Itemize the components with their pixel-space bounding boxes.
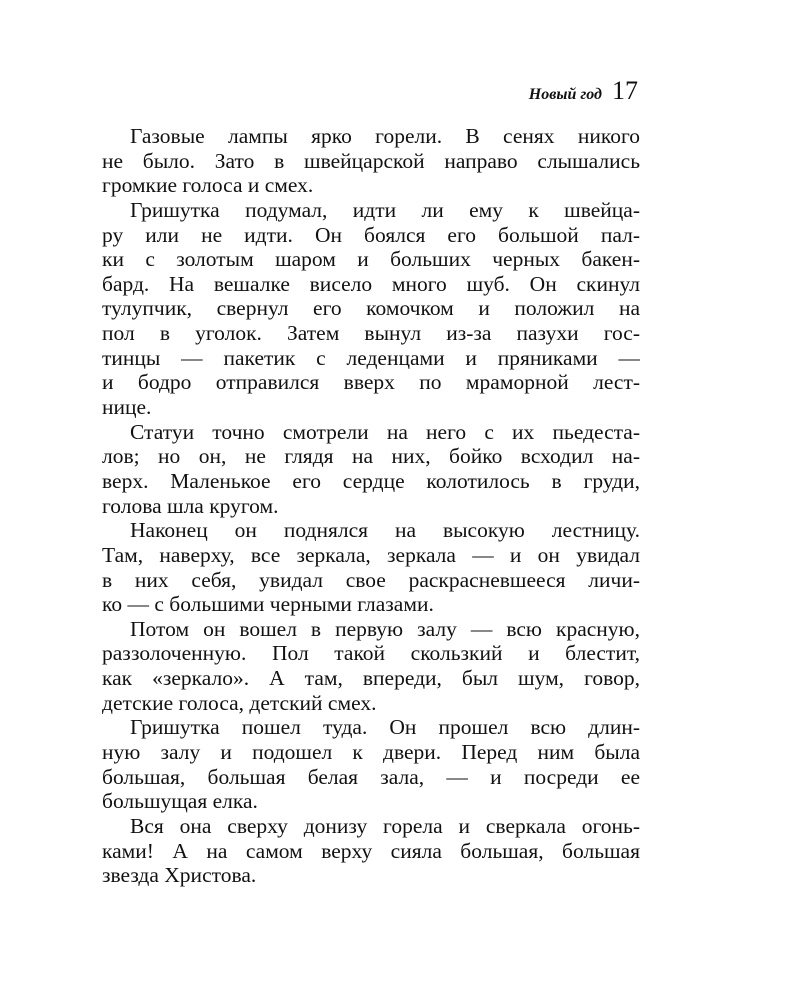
- text-line: бард. На вешалке висело много шуб. Он скинул: [102, 271, 640, 296]
- text-line: Потом он вошел в первую залу — всю красную,: [130, 616, 640, 641]
- text-line: Гришутка пошел туда. Он прошел всю длин-: [130, 715, 640, 740]
- text-line: ками! А на самом верху сияла большая, большая: [102, 838, 640, 863]
- text-line: Наконец он поднялся на высокую лестницу.: [130, 518, 640, 543]
- text-line: верх. Маленькое его сердце колотилось в груди,: [102, 468, 640, 493]
- text-line: Газовые лампы ярко горели. В сенях никого: [130, 124, 640, 148]
- running-title: Новый год: [528, 86, 602, 103]
- text-line: и бодро отправился вверх по мраморной лест-: [102, 370, 640, 395]
- text-line: Гришутка подумал, идти ли ему к швейца-: [130, 197, 640, 222]
- text-line: Статуи точно смотрели на него с их пьедеста-: [130, 419, 640, 444]
- text-line: ру или не идти. Он боялся его большой пал-: [102, 222, 640, 247]
- text-line: раззолоченную. Пол такой скользкий и блестит,: [102, 641, 640, 666]
- text-line: Там, наверху, все зеркала, зеркала — и он увидал: [102, 542, 640, 567]
- text-line: ки с золотым шаром и больших черных бакен-: [102, 247, 640, 272]
- page-number: 17: [612, 76, 638, 105]
- text-line: большая, большая белая зала, — и посреди ее: [102, 764, 640, 789]
- body-text: [102, 124, 640, 888]
- text-line: пол в уголок. Затем вынул из-за пазухи гос-: [102, 321, 640, 346]
- text-line: ную залу и подошел к двери. Перед ним была: [102, 740, 640, 765]
- text-line: Вся она сверху донизу горела и сверкала огонь-: [130, 813, 640, 838]
- text-line: ко — с большими черными глазами.: [102, 592, 434, 617]
- text-line: не было. Зато в швейцарской направо слышались: [102, 148, 640, 173]
- text-line: как «зеркало». А там, впереди, был шум, говор,: [102, 666, 640, 691]
- text-line: громкие голоса и смех.: [102, 173, 314, 198]
- text-line: нице.: [102, 395, 152, 420]
- text-line: в них себя, увидал свое раскрасневшееся личи-: [102, 567, 640, 592]
- text-line: лов; но он, не глядя на них, бойко всходил на-: [102, 444, 640, 469]
- text-line: звезда Христова.: [102, 863, 257, 888]
- text-line: тинцы — пакетик с леденцами и пряниками —: [102, 345, 640, 370]
- text-line: голова шла кругом.: [102, 493, 279, 518]
- text-line: детские голоса, детский смех.: [102, 690, 377, 715]
- text-line: тулупчик, свернул его комочком и положил на: [102, 296, 640, 321]
- running-header: [529, 76, 638, 106]
- text-line: большущая елка.: [102, 789, 258, 814]
